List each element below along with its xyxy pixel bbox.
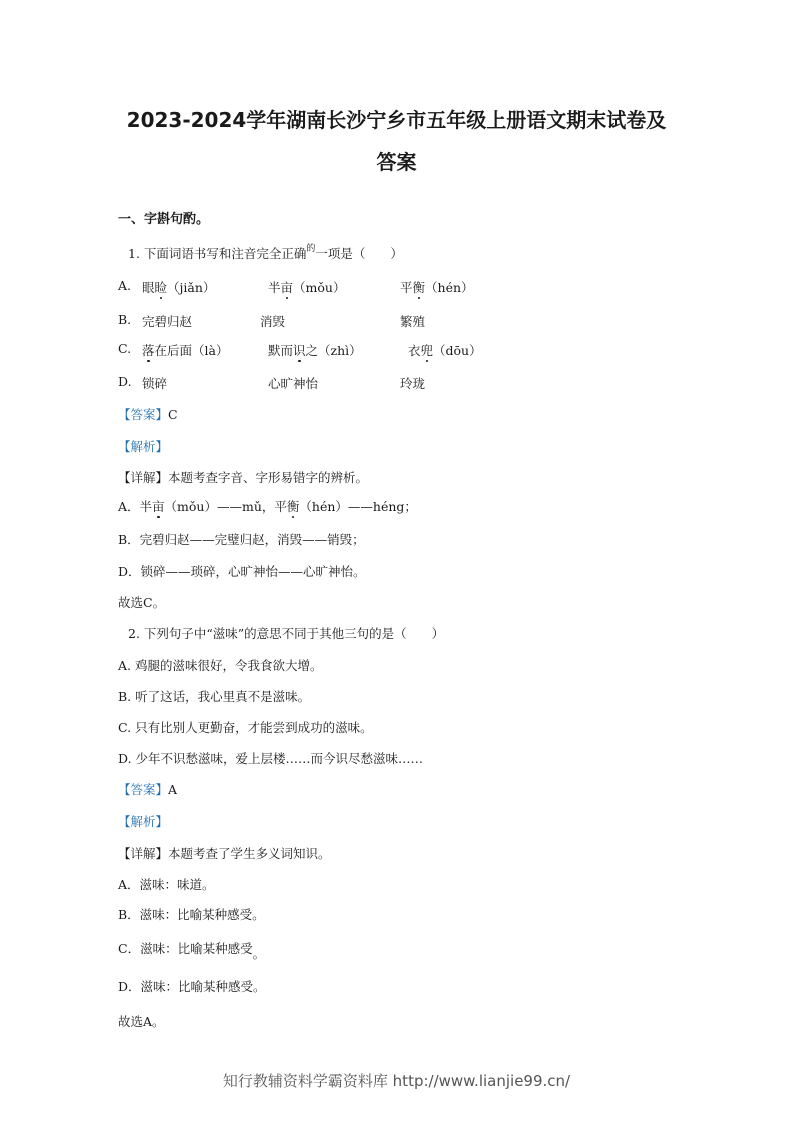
section-heading: 一、字斟句酌。 <box>118 212 210 227</box>
q1-stem: 1. 下面词语书写和注音完全正确$^的$一项是（ ） <box>128 244 403 261</box>
q1-option-c: C. 落在后面（là） 默而识之（zhì） 衣兜（dōu） <box>118 341 482 358</box>
q1-analysis-tag: 【解析】 <box>118 439 169 454</box>
q2-explain-c: C．滋味：比喻某种感受。 <box>118 941 266 961</box>
page-footer-watermark: 知行教辅资料学霸资料库 http://www.lianjie99.cn/ <box>222 1072 571 1090</box>
q1-explain-d: D．锁碎——琐碎，心旷神怡——心旷神怡。 <box>118 564 366 579</box>
q2-conclusion: 故选A。 <box>118 1014 165 1029</box>
q2-option-c: C. 只有比别人更勤奋，才能尝到成功的滋味。 <box>118 720 373 735</box>
q2-explain-d: D．滋味：比喻某种感受。 <box>118 979 266 994</box>
q2-option-d: D. 少年不识愁滋味，爱上层楼……而今识尽愁滋味…… <box>118 751 424 766</box>
document-title-line1: 2023-2024学年湖南长沙宁乡市五年级上册语文期末试卷及 <box>126 108 667 132</box>
q2-explain-b: B．滋味：比喻某种感受。 <box>118 907 265 922</box>
q2-option-a: A. 鸡腿的滋味很好，令我食欲大增。 <box>118 658 323 673</box>
q1-explain-a: A．半亩（mǒu）——mǔ，平衡（hén）——héng； <box>118 499 417 514</box>
q2-detail: 【详解】本题考查了学生多义词知识。 <box>118 846 331 861</box>
q2-analysis-tag: 【解析】 <box>118 814 169 829</box>
q1-option-d: D. 锁碎 心旷神怡 玲珑 <box>118 374 426 391</box>
q2-option-b: B. 听了这话，我心里真不是滋味。 <box>118 689 311 704</box>
q1-stem-superscript: 的 <box>306 244 316 254</box>
q1-option-a: A. 眼睑（jiǎn） 半亩（mǒu） 平衡（hén） <box>118 278 474 295</box>
document-title-line2: 答案 <box>376 150 417 174</box>
q1-explain-b: B．完碧归赵——完璧归赵，消毁——销毁； <box>118 532 365 547</box>
q1-option-b: B. 完碧归赵 消毁 繁殖 <box>118 312 426 329</box>
q1-detail: 【详解】本题考查字音、字形易错字的辨析。 <box>118 470 369 485</box>
q1-answer: 【答案】C <box>118 407 178 422</box>
q2-explain-a: A．滋味：味道。 <box>118 877 215 892</box>
q2-answer: 【答案】A <box>118 782 178 797</box>
q1-conclusion: 故选C。 <box>118 595 166 610</box>
q2-stem: 2. 下列句子中“滋味”的意思不同于其他三句的是（ ） <box>128 626 445 641</box>
